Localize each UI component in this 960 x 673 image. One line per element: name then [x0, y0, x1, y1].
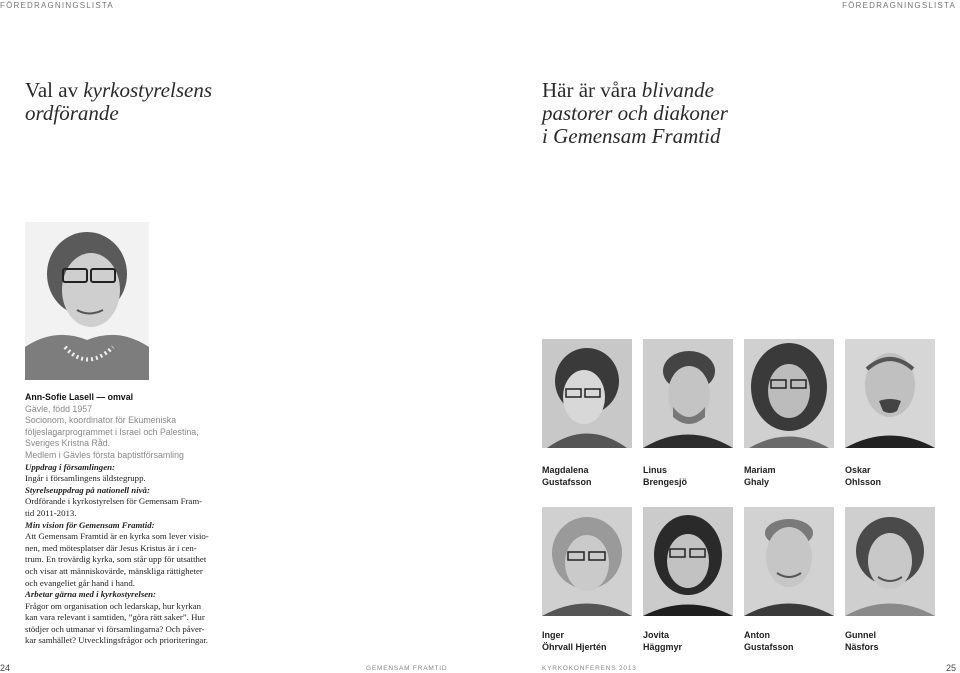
bio-subheading: Styrelseuppdrag på nationell nivå:: [25, 484, 150, 495]
bio-subheading: Min vision för Gemensam Framtid:: [25, 519, 155, 530]
portrait-anton: [744, 507, 834, 616]
bio-subheading: Uppdrag i församlingen:: [25, 461, 115, 472]
person-name: Gunnel Näsfors: [845, 630, 879, 652]
bio-text: Ordförande i kyrkostyrelsen för Gemensam Fram-: [25, 496, 203, 507]
running-header-left: FÖREDRAGNINGSLISTA: [0, 1, 114, 10]
left-page-title: Val av kyrkostyrelsens ordförande: [25, 78, 213, 125]
bio-text: nen, med mötesplatser där Jesus Kristus är i cen-: [25, 542, 197, 553]
bio-subheading: Arbetar gärna med i kyrkostyrelsen:: [25, 589, 156, 600]
bio-text: Att Gemensam Framtid är en kyrka som lever visio-: [25, 531, 209, 542]
running-header-right: FÖREDRAGNINGSLISTA: [842, 1, 956, 10]
page-number-right: 25: [945, 663, 956, 673]
portrait-magdalena: [542, 339, 632, 448]
bio-line: Gävle, född 1957: [25, 403, 93, 414]
portrait-mariam: [744, 339, 834, 448]
bio-line: följeslagarprogrammet i Israel och Palestina,: [25, 426, 199, 437]
portrait-inger: [542, 507, 632, 616]
bio-text: och visar att människovärde, mänskliga rättigheter: [25, 565, 203, 576]
person-name: Jovita Häggmyr: [643, 630, 683, 652]
portrait-oskar: [845, 339, 935, 448]
bio-text: kar samhället? Utvecklingsfrågor och prioriteringar.: [25, 635, 208, 646]
person-name: Inger Öhrvall Hjertén: [542, 630, 607, 652]
person-name: Linus Brengesjö: [643, 465, 688, 487]
bio-text: trum. En trovärdig kyrka, som står upp för utsatthet: [25, 554, 207, 565]
person-name: Anton Gustafsson: [744, 630, 794, 652]
bio-text: tid 2011-2013.: [25, 507, 77, 518]
candidate-name: Ann-Sofie Lasell — omval: [25, 392, 134, 402]
page-number-left: 24: [0, 663, 11, 673]
bio-text: Ingår i församlingens äldstegrupp.: [25, 473, 146, 484]
footer-label-left: GEMENSAM FRAMTID: [366, 665, 448, 672]
bio-line: Sveriges Kristna Råd.: [25, 438, 111, 449]
bio-text: Frågor om organisation och ledarskap, hur kyrkan: [25, 600, 201, 611]
person-name: Magdalena Gustafsson: [542, 465, 592, 487]
bio-text: kan vara relevant i samtiden, ”göra rätt saker”. Hur: [25, 612, 205, 623]
portrait-linus: [643, 339, 733, 448]
footer-label-right: KYRKOKONFERENS 2013: [542, 665, 637, 672]
candidate-portrait: [25, 222, 149, 380]
right-page-title: Här är våra blivande pastorer och diakoner i Gemensam Framtid: [542, 78, 728, 148]
bio-text: och evangeliet går hand i hand.: [25, 577, 135, 588]
bio-line: Medlem i Gävles första baptistförsamling: [25, 449, 184, 460]
person-name: Oskar Ohlsson: [845, 465, 882, 487]
candidate-bio: [25, 392, 224, 647]
person-name: Mariam Ghaly: [744, 465, 776, 487]
bio-text: stödjer och utmanar vi församlingarna? Och påver-: [25, 623, 205, 634]
portrait-gunnel: [845, 507, 935, 616]
bio-line: Socionom, koordinator för Ekumeniska: [25, 415, 177, 426]
portrait-jovita: [643, 507, 733, 616]
